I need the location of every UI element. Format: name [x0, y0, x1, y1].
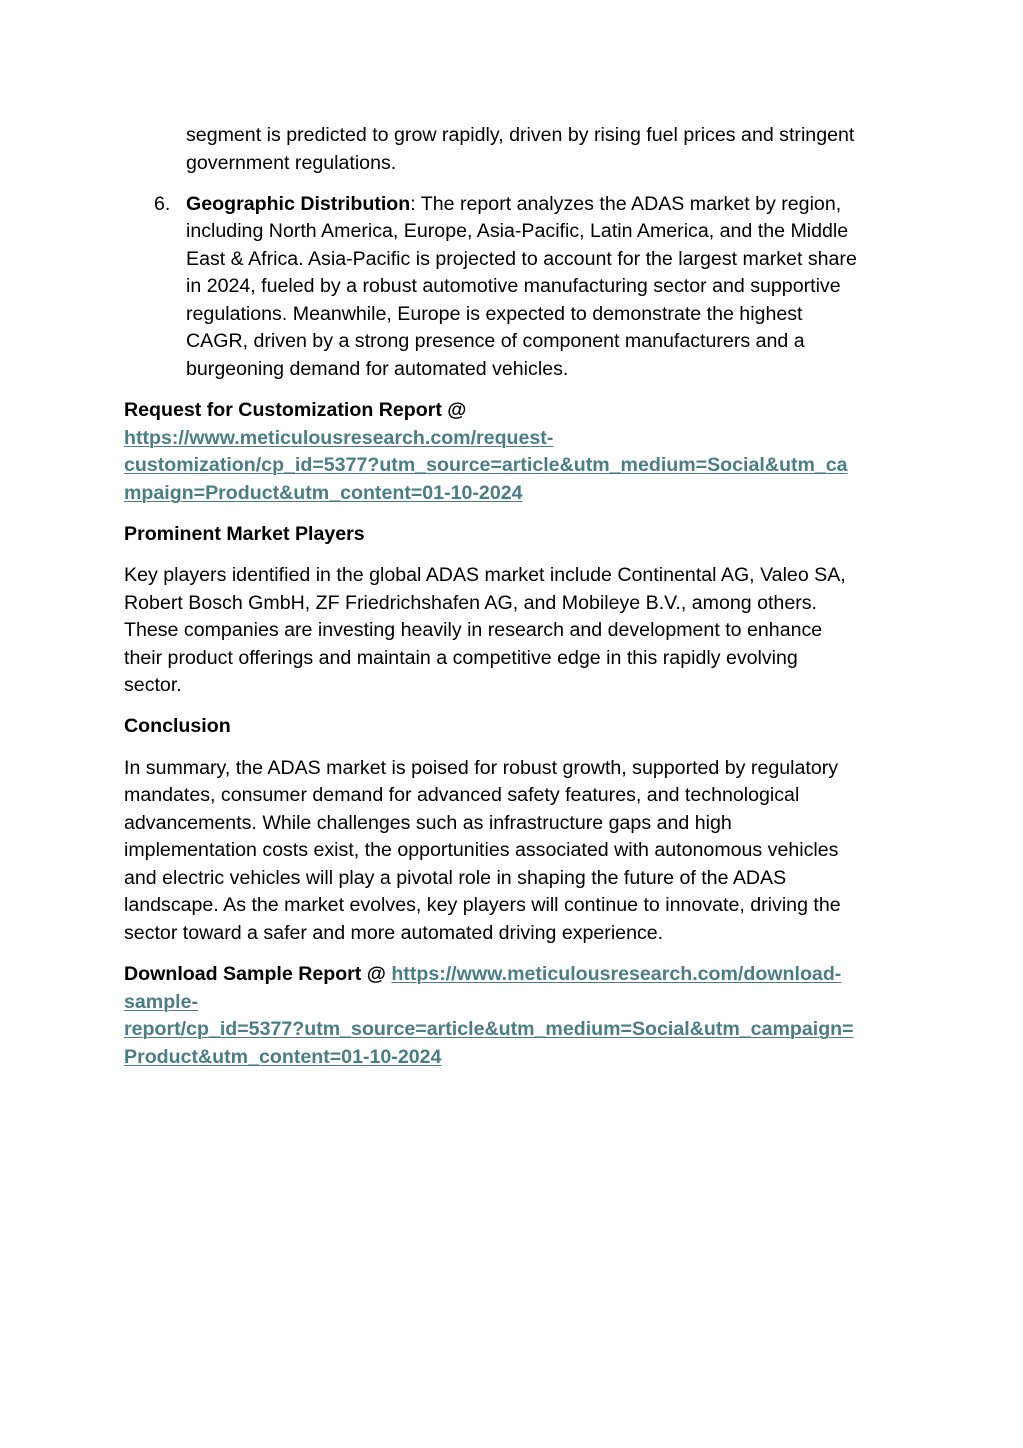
list-item-6-line: CAGR, driven by a strong presence of component manufacturers and a	[186, 330, 805, 352]
players-text-line: sector.	[124, 674, 182, 696]
conclusion-text-line: landscape. As the market evolves, key players will continue to innovate, driving the	[124, 894, 841, 916]
players-text-line: Key players identified in the global ADAS market include Continental AG, Valeo SA,	[124, 564, 846, 586]
customization-label: Request for Customization Report @	[124, 399, 467, 421]
download-label: Download Sample Report @	[124, 963, 392, 985]
list-item-6-intro: : The report analyzes the ADAS market by region,	[410, 193, 842, 215]
list-item-6-line: East & Africa. Asia-Pacific is projected to account for the largest market share	[186, 248, 857, 270]
players-heading: Prominent Market Players	[124, 523, 365, 545]
download-link-line-3[interactable]: report/cp_id=5377?utm_source=article&utm_medium=Social&utm_campaign=	[124, 1018, 854, 1040]
conclusion-text-line: In summary, the ADAS market is poised for robust growth, supported by regulatory	[124, 757, 839, 779]
conclusion-text-line: mandates, consumer demand for advanced safety features, and technological	[124, 784, 800, 806]
list-item-6-first-line	[186, 191, 841, 219]
list-item-6-line: burgeoning demand for automated vehicles.	[186, 358, 569, 380]
players-text-line: Robert Bosch GmbH, ZF Friedrichshafen AG, and Mobileye B.V., among others.	[124, 592, 817, 614]
conclusion-text-line: and electric vehicles will play a pivotal role in shaping the future of the ADAS	[124, 867, 787, 889]
players-text-line: their product offerings and maintain a competitive edge in this rapidly evolving	[124, 647, 798, 669]
customization-link-line-2[interactable]: customization/cp_id=5377?utm_source=article&utm_medium=Social&utm_ca	[124, 454, 848, 476]
conclusion-text-line: sector toward a safer and more automated driving experience.	[124, 922, 664, 944]
customization-link-line-3[interactable]: mpaign=Product&utm_content=01-10-2024	[124, 482, 523, 504]
download-link-line-1[interactable]: https://www.meticulousresearch.com/download-	[391, 963, 842, 985]
download-link-line-2[interactable]: sample-	[124, 991, 199, 1013]
segment-text-line-2: government regulations.	[186, 152, 397, 174]
download-first-line	[124, 961, 841, 989]
download-link-line-4[interactable]: Product&utm_content=01-10-2024	[124, 1046, 442, 1068]
conclusion-text-line: implementation costs exist, the opportunities associated with autonomous vehicles	[124, 839, 839, 861]
list-item-6-line: in 2024, fueled by a robust automotive manufacturing sector and supportive	[186, 275, 841, 297]
conclusion-text-line: advancements. While challenges such as infrastructure gaps and high	[124, 812, 732, 834]
segment-text-line-1: segment is predicted to grow rapidly, driven by rising fuel prices and stringent	[186, 124, 855, 146]
list-item-6-line: including North America, Europe, Asia-Pacific, Latin America, and the Middle	[186, 220, 849, 242]
customization-link-line-1[interactable]: https://www.meticulousresearch.com/request-	[124, 427, 554, 449]
players-text-line: These companies are investing heavily in research and development to enhance	[124, 619, 823, 641]
list-item-6-heading: Geographic Distribution	[186, 193, 411, 215]
list-item-number: 6.	[154, 193, 171, 215]
list-item-6-line: regulations. Meanwhile, Europe is expected to demonstrate the highest	[186, 303, 803, 325]
conclusion-heading: Conclusion	[124, 715, 231, 737]
